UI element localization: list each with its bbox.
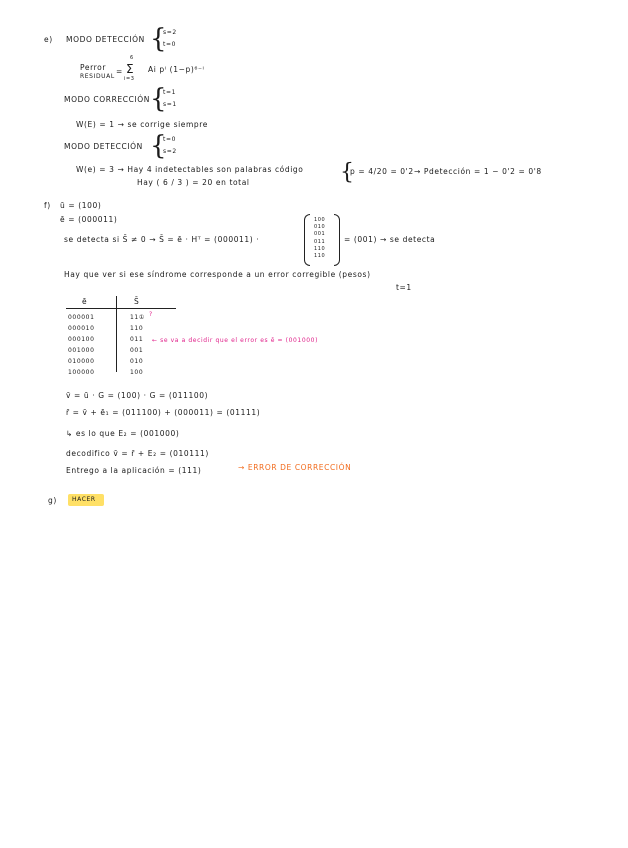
v-codeword-line: v̄ = ū · G = (100) · G = (011100) [66,391,209,400]
perror-label: Perror [80,63,107,72]
table-s-cell: 001 [130,347,144,354]
matrix-bracket-left [304,214,310,266]
equals-sign: = [116,67,123,76]
section-f-label: f) [44,201,51,210]
entrego-line: Entrego a la aplicación = (111) [66,466,202,475]
s-value: s=1 [163,101,177,108]
modo-correccion-title: MODO CORRECCIÓN [64,95,150,104]
detecta-line: se detecta si S̄ ≠ 0 → S̄ = ē · Hᵀ = (000011) · [64,235,260,244]
error-correccion: → ERROR DE CORRECCIÓN [238,463,352,472]
matrix-bracket-right [334,214,340,266]
s-value: s=2 [163,148,177,155]
table-e-cell: 100000 [68,369,95,376]
sum-term: Ai pⁱ (1−p)⁶⁻ⁱ [148,65,205,74]
matrix-row: 100 [314,217,326,223]
matrix-row: 110 [314,253,326,259]
table-e-cell: 001000 [68,347,95,354]
probability-fraction: p = 4/20 = 0'2 [350,167,414,176]
section-g-label: g) [48,496,57,505]
matrix-result: = (001) → se detecta [344,235,436,244]
hay-que-ver-line: Hay que ver si ese síndrome corresponde a un error corregible (pesos) [64,270,371,279]
s-value: s=2 [163,29,177,36]
w3-line: W(e) = 3 → Hay 4 indetectables son palabras código [76,165,304,174]
sum-lower-limit: i=3 [124,76,135,82]
sum-upper-limit: 6 [130,55,134,61]
t-value: t=1 [163,89,176,96]
t-eq-1: t=1 [396,283,412,292]
decision-note: ← se va a decidir que el error es ē = (001000) [152,337,319,344]
hay-total-line: Hay ( 6 / 3 ) = 20 en total [137,178,250,187]
table-e-cell: 000010 [68,325,95,332]
table-column-rule [116,296,117,372]
hacer-label: HACER [72,496,96,503]
r-received-line: r̄ = v̄ + ē₁ = (011100) + (000011) = (01111) [66,408,261,417]
table-s-cell: 110 [130,325,144,332]
decodifico-line: decodifico v̄ = r̄ + E₂ = (010111) [66,449,209,458]
sum-symbol: Σ [126,62,135,76]
matrix-row: 011 [314,239,326,245]
t-value: t=0 [163,41,176,48]
residual-label: RESIDUAL [80,73,115,80]
modo-deteccion-title: MODO DETECCIÓN [66,35,145,44]
table-header-s: S̄ [134,297,140,306]
question-mark: ? [149,311,153,318]
e-vector-line: ē = (000011) [60,215,118,224]
matrix-row: 010 [314,224,326,230]
table-e-cell: 000100 [68,336,95,343]
table-header-rule [66,308,176,309]
table-s-cell: 011 [130,336,144,343]
w-weight-line: W(E) = 1 → se corrige siempre [76,120,208,129]
brace: { [150,24,167,54]
table-s-cell: 010 [130,358,144,365]
brace: { [150,131,167,161]
brace: { [150,84,167,114]
table-s-cell: 100 [130,369,144,376]
t-value: t=0 [163,136,176,143]
p-deteccion: → Pdetección = 1 − 0'2 = 0'8 [414,167,542,176]
matrix-row: 001 [314,231,326,237]
u-vector-line: ū = (100) [60,201,102,210]
table-e-cell: 010000 [68,358,95,365]
lo-line: ↳ es lo que E₂ = (001000) [66,429,180,438]
table-s-cell: 11① [130,314,145,321]
brace: { [340,160,354,185]
modo-deteccion-title-2: MODO DETECCIÓN [64,142,143,151]
table-e-cell: 000001 [68,314,95,321]
table-header-e: ē [82,297,88,306]
matrix-row: 110 [314,246,326,252]
section-e-label: e) [44,35,53,44]
